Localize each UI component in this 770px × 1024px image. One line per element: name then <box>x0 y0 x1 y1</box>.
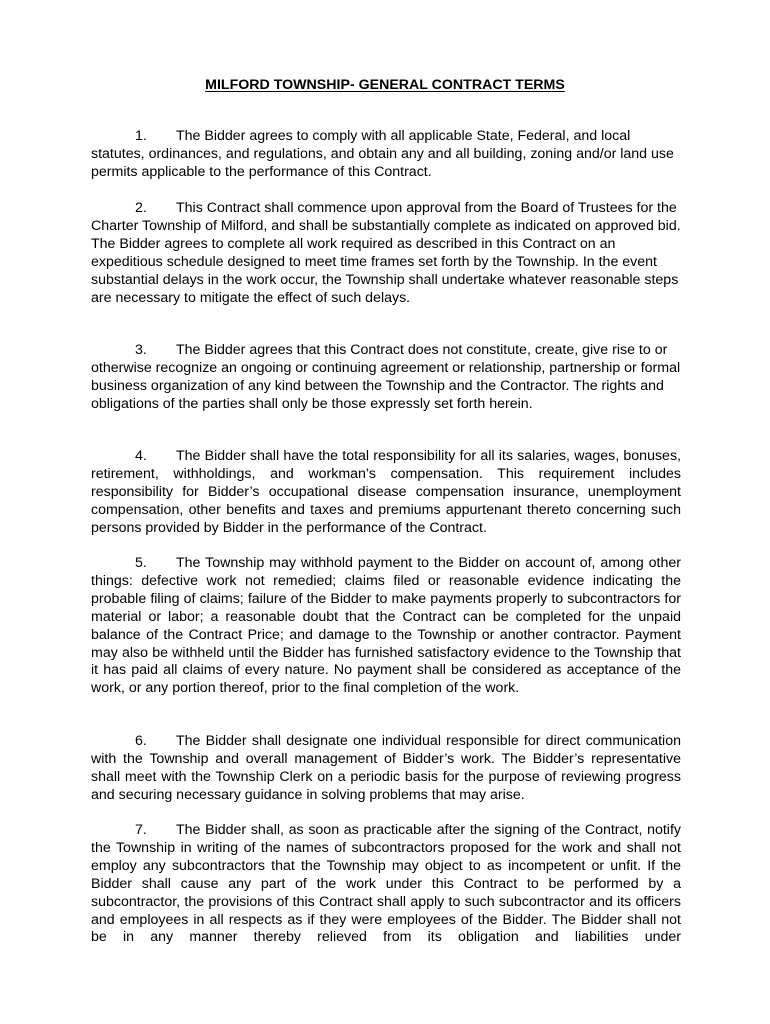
paragraph-number: 7. <box>135 822 147 838</box>
paragraph-text: The Bidder agrees that this Contract does not constitute, create, give rise to or otherwise recognize an ongoing or continuing agreement or relationship, partnership or formal business organization of any kind between the Township and the Contractor. The rights and obligations of the parties shall only be those expressly set forth herein. <box>91 342 681 412</box>
paragraph-text: The Bidder shall, as soon as practicable after the signing of the Contract, notify the Township in writing of the names of subcontractors proposed for the work and shall not employ any subcontractors that the Township may object to as incompetent or unfit. If the Bidder shall cause any part of the work under this Contract to be performed by a subcontractor, the provisions of this Contract shall apply to such subcontractor and its officers and employees in all respects as if they were employees of the Bidder. The Bidder shall not be in any manner thereby relieved from its obligation and liabilities under <box>91 822 681 946</box>
paragraph-number: 2. <box>135 200 147 216</box>
paragraph-text: The Bidder agrees to comply with all applicable State, Federal, and local statutes, ordinances, and regulations, and obtain any and all building, zoning and/or land use permits applicable to the performance of this Contract. <box>91 128 674 180</box>
paragraph-number: 5. <box>135 555 147 571</box>
paragraph-text: This Contract shall commence upon approval from the Board of Trustees for the Charter Township of Milford, and shall be substantially complete as indicated on approved bid. The Bidder agrees to complete all work required as described in this Contract on an expeditious schedule designed to meet time frames set forth by the Township. In the event substantial delays in the work occur, the Township shall undertake whatever reasonable steps are necessary to mitigate the effect of such delays. <box>91 200 681 306</box>
paragraph-text: The Township may withhold payment to the Bidder on account of, among other things: defective work not remedied; claims filed or reasonable evidence indicating the probable filing of claims; failure of the Bidder to make payments properly to subcontractors for material or labor; a reasonable doubt that the Contract can be completed for the unpaid balance of the Contract Price; and damage to the Township or another contractor. Payment may also be withheld until the Bidder has furnished satisfactory evidence to the Township that it has paid all claims of every nature. No payment shall be considered as acceptance of the work, or any portion thereof, prior to the final completion of the work. <box>91 555 681 697</box>
paragraph-4 <box>91 448 681 538</box>
paragraph-number: 3. <box>135 342 147 358</box>
page-title: MILFORD TOWNSHIP- GENERAL CONTRACT TERMS <box>205 77 565 93</box>
paragraph-number: 4. <box>135 448 147 464</box>
paragraph-7 <box>91 822 681 947</box>
paragraph-3 <box>91 342 681 414</box>
paragraph-2 <box>91 200 681 307</box>
paragraph-6 <box>91 733 681 805</box>
paragraph-5 <box>91 555 681 698</box>
paragraph-number: 1. <box>135 128 147 144</box>
paragraph-1 <box>91 128 681 182</box>
paragraph-text: The Bidder shall designate one individual responsible for direct communication with the Township and overall management of Bidder’s work. The Bidder’s representative shall meet with the Township Clerk on a periodic basis for the purpose of reviewing progress and securing necessary guidance in solving problems that may arise. <box>91 733 681 803</box>
paragraph-number: 6. <box>135 733 147 749</box>
paragraph-text: The Bidder shall have the total responsibility for all its salaries, wages, bonuses, retirement, withholdings, and workman’s compensation. This requirement includes responsibility for Bidder’s occupational disease compensation insurance, unemployment compensation, other benefits and taxes and premiums appurtenant thereto concerning such persons provided by Bidder in the performance of the Contract. <box>91 448 681 536</box>
